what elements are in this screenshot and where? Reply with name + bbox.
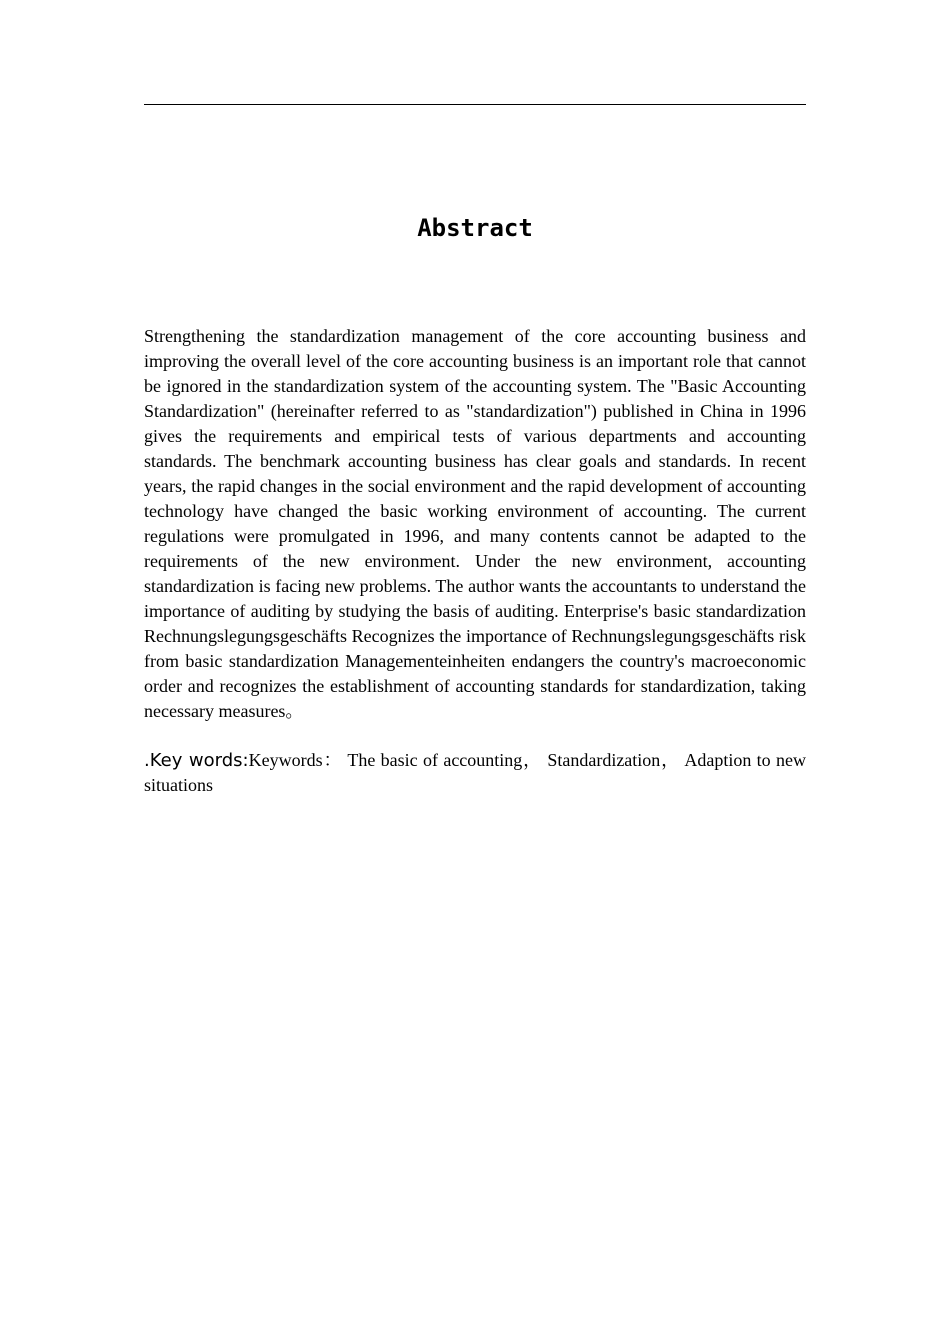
keywords-text: Keywords： The basic of accounting， Standardization， Adaption to new situations <box>144 750 807 795</box>
header-rule <box>144 104 806 105</box>
keywords-label: .Key words: <box>144 750 249 771</box>
abstract-body: Strengthening the standardization management of the core accounting business and improving the overall level of the core accounting business is an important role that cannot be ignored in the standardization system of the accounting system. The "Basic Accounting Standardization" (hereinafter referred to as "standardization") published in China in 1996 gives the requirements and empirical tests of various departments and accounting standards. The benchmark accounting business has clear goals and standards. In recent years, the rapid changes in the social environment and the rapid development of accounting technology have changed the basic working environment of accounting. The current regulations were promulgated in 1996, and many contents cannot be adapted to the requirements of the new environment. Under the new environment, accounting standardization is facing new problems. The author wants the accountants to understand the importance of auditing by studying the basis of auditing. Enterprise's basic standardization Rechnungslegungsgeschäfts Recognizes the importance of Rechnungslegungsgeschäfts risk from basic standardization Managementeinheiten endangers the country's macroeconomic order and recognizes the establishment of accounting standards for standardization, taking necessary measures。 <box>144 326 806 721</box>
keywords-line <box>144 748 806 798</box>
abstract-title: Abstract <box>417 214 533 242</box>
